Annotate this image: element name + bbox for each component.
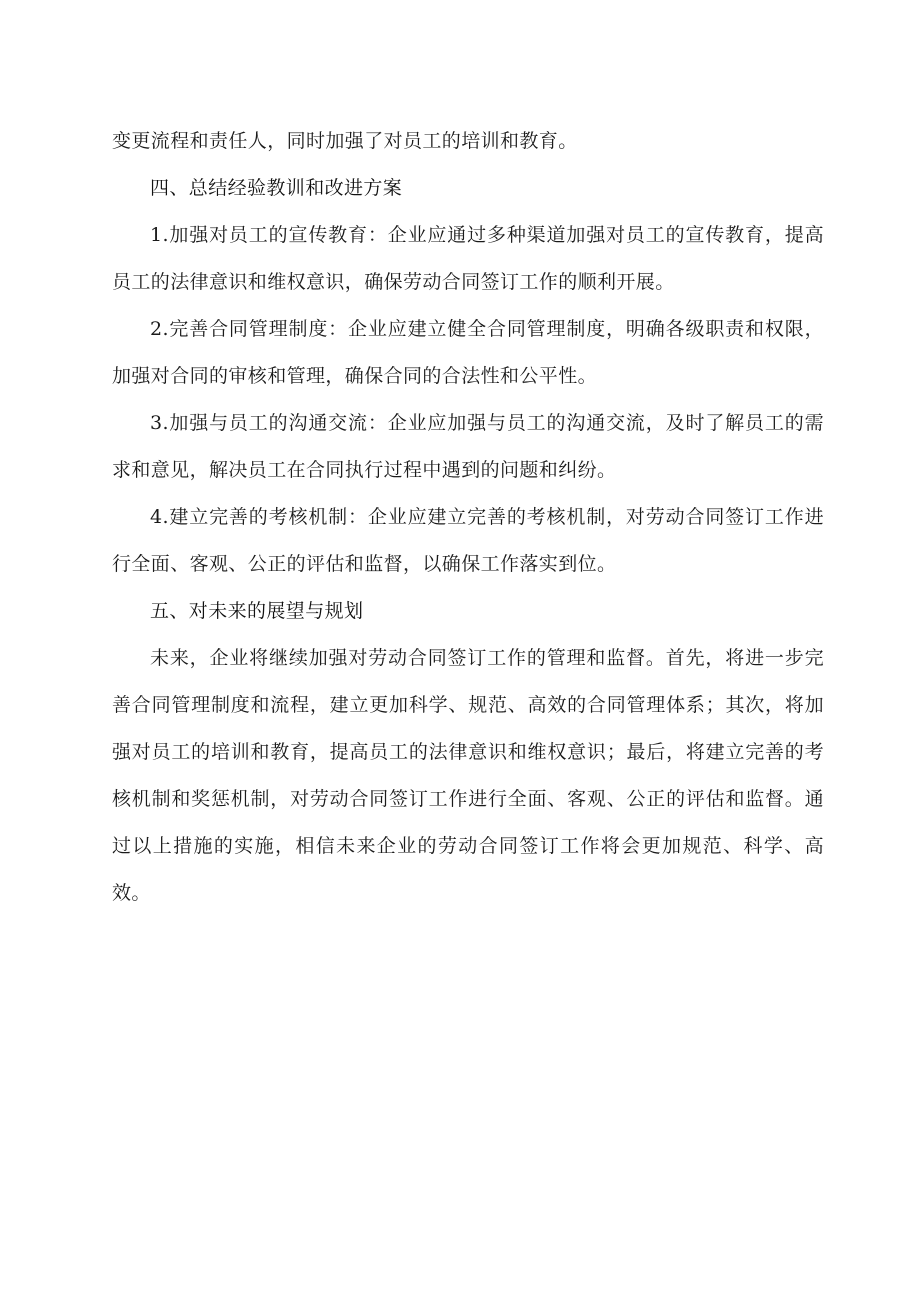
section5-body-paragraph: 未来，企业将继续加强对劳动合同签订工作的管理和监督。首先，将进一步完善合同管理制度和流程，建立更加科学、规范、高效的合同管理体系；其次，将加强对员工的培训和教育，提高员工的法律意识和维权意识；最后，将建立完善的考核机制和奖惩机制，对劳动合同签订工作进行全面、客观、公正的评估和监督。通过以上措施的实施，相信未来企业的劳动合同签订工作将会更加规范、科学、高效。 bbox=[112, 647, 824, 904]
section4-item-4: 4.建立完善的考核机制：企业应建立完善的考核机制，对劳动合同签订工作进行全面、客观、公正的评估和监督，以确保工作落实到位。 bbox=[112, 506, 824, 575]
section4-item-3: 3.加强与员工的沟通交流：企业应加强与员工的沟通交流，及时了解员工的需求和意见，解决员工在合同执行过程中遇到的问题和纠纷。 bbox=[112, 412, 824, 481]
section-heading-5: 五、对未来的展望与规划 bbox=[150, 600, 364, 622]
continuation-paragraph: 变更流程和责任人，同时加强了对员工的培训和教育。 bbox=[112, 130, 578, 152]
section4-item-1: 1.加强对员工的宣传教育：企业应通过多种渠道加强对员工的宣传教育，提高员工的法律意识和维权意识，确保劳动合同签订工作的顺利开展。 bbox=[112, 224, 824, 293]
section4-item-2: 2.完善合同管理制度：企业应建立健全合同管理制度，明确各级职责和权限，加强对合同的审核和管理，确保合同的合法性和公平性。 bbox=[112, 318, 824, 387]
section-heading-4: 四、总结经验教训和改进方案 bbox=[150, 177, 403, 199]
document-body bbox=[112, 118, 824, 917]
